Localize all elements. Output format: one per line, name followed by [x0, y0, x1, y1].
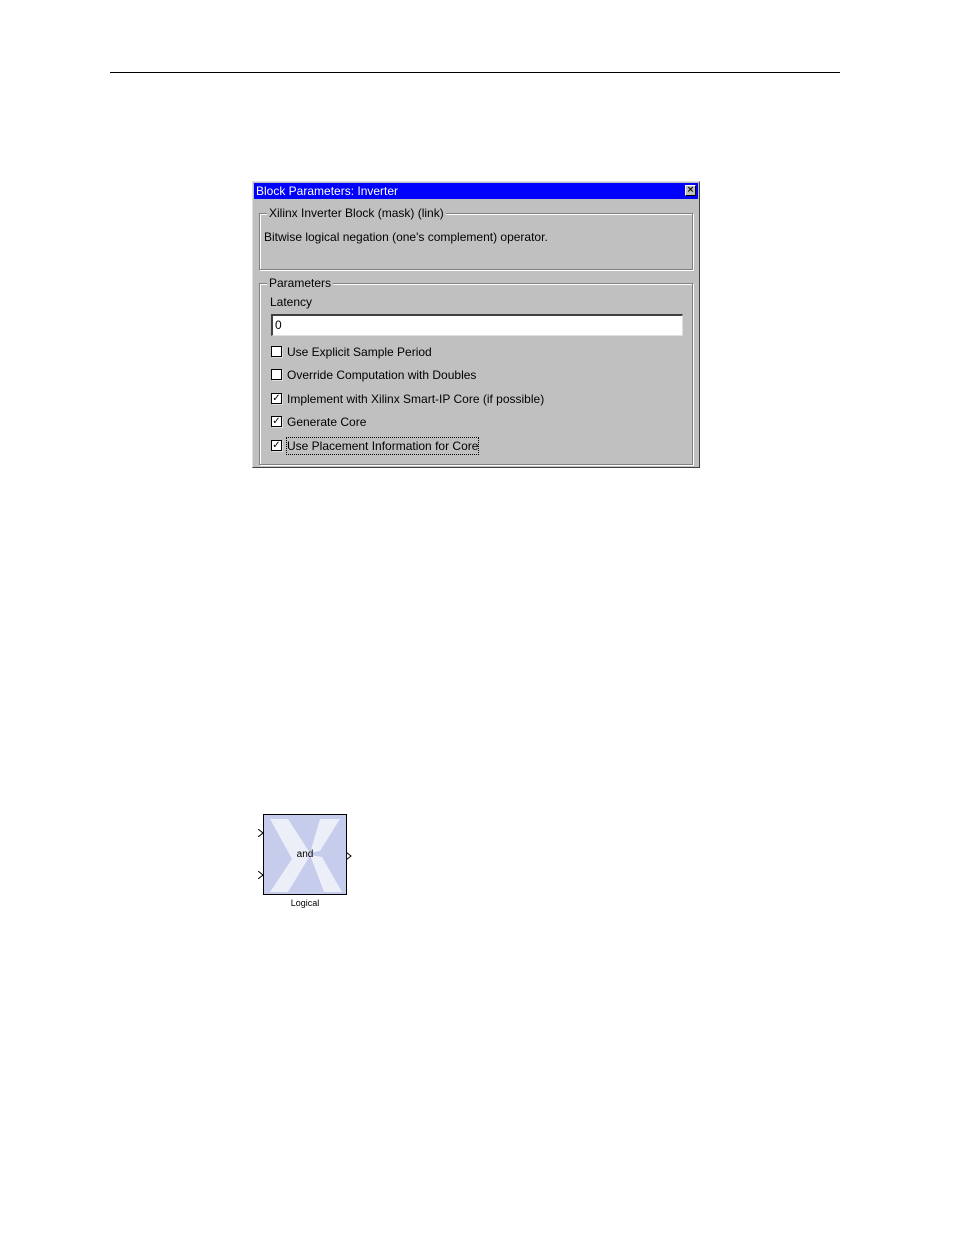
checkbox-box[interactable]: [271, 393, 282, 404]
dialog-titlebar[interactable]: [254, 183, 698, 199]
checkbox-label: Generate Core: [287, 415, 367, 429]
checkmark-icon: ✓: [272, 393, 281, 404]
latency-input[interactable]: 0: [271, 314, 683, 336]
close-button[interactable]: [685, 185, 696, 196]
description-group-legend: Xilinx Inverter Block (mask) (link): [269, 206, 444, 220]
checkmark-icon: ✓: [272, 440, 281, 451]
checkbox-box[interactable]: [271, 369, 282, 380]
checkbox-label: Use Placement Information for Core: [287, 439, 479, 453]
block-description: Bitwise logical negation (one's complement) operator.: [264, 230, 548, 244]
parameters-group-legend: Parameters: [269, 276, 332, 290]
close-icon: ×: [686, 185, 695, 195]
logical-block[interactable]: [263, 814, 347, 895]
checkbox-box[interactable]: [271, 440, 282, 451]
checkbox-label: Override Computation with Doubles: [287, 368, 477, 382]
parameters-group: [259, 276, 693, 465]
checkbox-label: Implement with Xilinx Smart-IP Core (if possible): [287, 392, 545, 406]
block-parameters-dialog: [252, 181, 700, 468]
checkbox-label: Use Explicit Sample Period: [287, 345, 432, 359]
block-caption: Logical: [290, 898, 320, 908]
description-group: [259, 206, 693, 270]
dialog-title: Block Parameters: Inverter: [256, 184, 399, 198]
latency-label: Latency: [270, 295, 313, 309]
page-header-rule: [110, 72, 840, 73]
checkbox-box[interactable]: [271, 346, 282, 357]
checkbox-box[interactable]: [271, 416, 282, 427]
checkmark-icon: ✓: [272, 416, 281, 427]
block-operator-label: and: [296, 849, 314, 860]
